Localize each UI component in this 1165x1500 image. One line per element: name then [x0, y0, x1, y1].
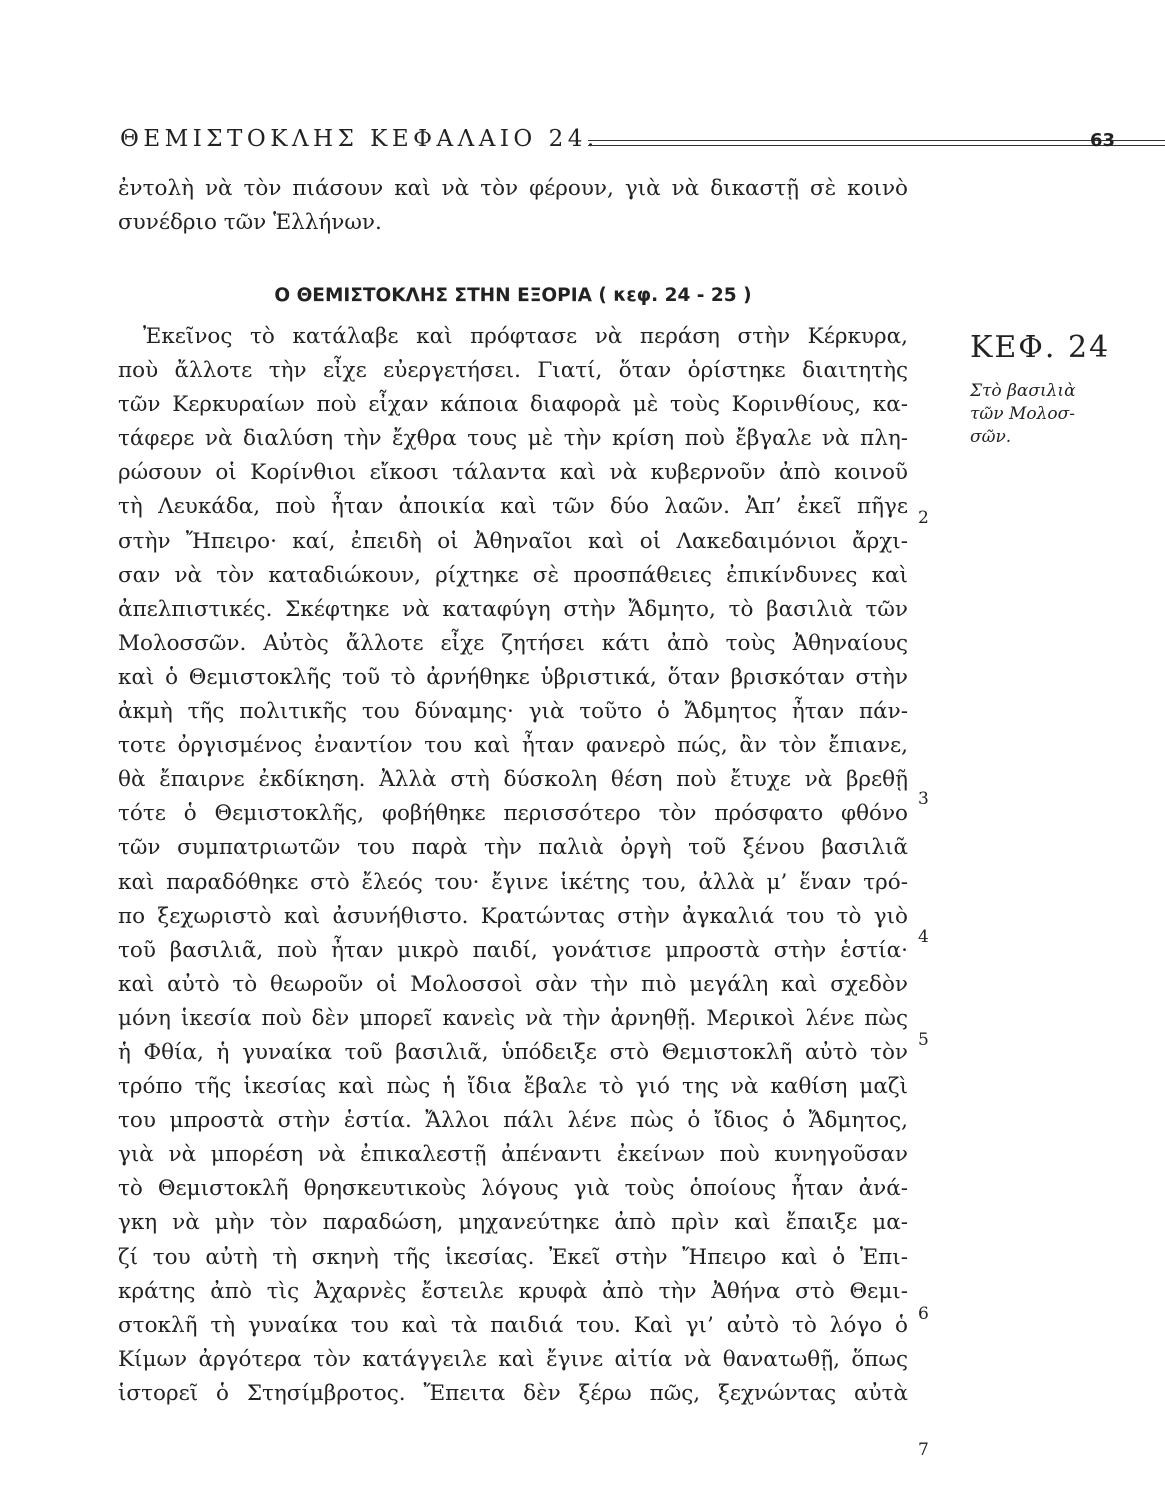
text-line: τῶν Κερκυραίων ποὺ εἶχαν κάποια διαφορὰ μὲ τοὺς Κορινθίους, κα-	[118, 392, 908, 418]
text-line: καὶ ὁ Θεμιστοκλῆς τοῦ τὸ ἀρνήθηκε ὑβριστικά, ὅταν βρισκόταν στὴν	[118, 664, 908, 690]
text-line: ἀπελπιστικές. Σκέφτηκε νὰ καταφύγη στὴν Ἄδμητο, τὸ βασιλιὰ τῶν	[118, 596, 908, 622]
text-line: τὴ Λευκάδα, ποὺ ἦταν ἀποικία καὶ τῶν δύο λαῶν. Ἀπ’ ἐκεῖ πῆγε	[118, 494, 908, 520]
text-line: πο ξεχωριστὸ καὶ ἀσυνήθιστο. Κρατώντας στὴν ἀγκαλιά του τὸ γιὸ	[118, 903, 908, 929]
text-line: καὶ αὐτὸ τὸ θεωροῦν οἱ Μολοσσοὶ σὰν τὴν πιὸ μεγάλη καὶ σχεδὸν	[118, 971, 908, 997]
margin-section-number: 4	[918, 927, 929, 947]
text-line: τοτε ὀργισμένος ἐναντίον του καὶ ἦταν φανερὸ πώς, ἂν τὸν ἔπιανε,	[118, 733, 908, 759]
text-line: θὰ ἔπαιρνε ἐκδίκηση. Ἀλλὰ στὴ δύσκολη θέση ποὺ ἔτυχε νὰ βρεθῇ	[118, 767, 908, 793]
intro-paragraph	[118, 172, 908, 240]
side-note-line: τῶν Μολοσ-	[970, 404, 1076, 424]
text-line: στοκλῆ τὴ γυναίκα του καὶ τὰ παιδιά του. Καὶ γι’ αὐτὸ τὸ λόγο ὁ	[118, 1312, 908, 1338]
margin-section-number: 7	[918, 1440, 929, 1460]
side-note-line: Στὸ βασιλιὰ	[970, 381, 1076, 401]
margin-section-number: 5	[918, 1030, 929, 1050]
text-line: στὴν Ἤπειρο· καί, ἐπειδὴ οἱ Ἀθηναῖοι καὶ οἱ Λακεδαιμόνιοι ἄρχι-	[118, 528, 908, 554]
text-line: Μολοσσῶν. Αὐτὸς ἄλλοτε εἶχε ζητήσει κάτι ἀπὸ τοὺς Ἀθηναίους	[118, 630, 908, 656]
text-line: ποὺ ἄλλοτε τὴν εἶχε εὐεργετήσει. Γιατί, ὅταν ὁρίστηκε διαιτητὴς	[118, 358, 908, 384]
text-line: μόνη ἱκεσία ποὺ δὲν μπορεῖ κανεὶς νὰ τὴν ἀρνηθῇ. Μερικοὶ λένε πὼς	[118, 1005, 908, 1031]
text-line: γκη νὰ μὴν τὸν παραδώση, μηχανεύτηκε ἀπὸ πρὶν καὶ ἔπαιξε μα-	[118, 1210, 908, 1236]
text-line: καὶ παραδόθηκε στὸ ἔλεός του· ἔγινε ἱκέτης του, ἀλλὰ μ’ ἕναν τρό-	[118, 869, 908, 895]
text-line: τὸ Θεμιστοκλῆ θρησκευτικοὺς λόγους γιὰ τοὺς ὁποίους ἦταν ἀνά-	[118, 1176, 908, 1202]
margin-section-number: 3	[918, 789, 929, 809]
text-line: ἱστορεῖ ὁ Στησίμβροτος. Ἔπειτα δὲν ξέρω πῶς, ξεχνώντας αὐτὰ	[118, 1380, 908, 1406]
header-rule	[588, 140, 1165, 141]
section-title: Ο ΘΕΜΙΣΤΟΚΛΗΣ ΣΤΗΝ ΕΞΟΡΙΑ ( κεφ. 24 - 25 )	[274, 285, 752, 306]
text-line: τῶν συμπατριωτῶν του παρὰ τὴν παλιὰ ὀργὴ τοῦ ξένου βασιλιᾶ	[118, 835, 908, 861]
running-header	[120, 126, 1115, 160]
side-note	[970, 380, 1110, 449]
text-line: γιὰ νὰ μπορέση νὰ ἐπικαλεστῇ ἀπέναντι ἐκείνων ποὺ κυνηγοῦσαν	[118, 1142, 908, 1168]
main-paragraph	[118, 320, 908, 1411]
side-chapter-label: ΚΕΦ. 24	[970, 330, 1111, 365]
header-rule	[588, 145, 1165, 146]
margin-section-number: 6	[918, 1304, 929, 1324]
text-line: Κίμων ἀργότερα τὸν κατάγγειλε καὶ ἔγινε αἰτία νὰ θανατωθῇ, ὅπως	[118, 1346, 908, 1372]
margin-section-number: 2	[918, 508, 929, 528]
text-line: τρόπο τῆς ἱκεσίας καὶ πὼς ἡ ἴδια ἔβαλε τὸ γιό της νὰ καθίση μαζὶ	[118, 1074, 908, 1100]
text-line: συνέδριο τῶν Ἑλλήνων.	[118, 210, 382, 236]
text-line: τοῦ βασιλιᾶ, ποὺ ἦταν μικρὸ παιδί, γονάτισε μπροστὰ στὴν ἑστία·	[118, 937, 908, 963]
text-line: τάφερε νὰ διαλύση τὴν ἔχθρα τους μὲ τὴν κρίση ποὺ ἔβγαλε νὰ πλη-	[118, 426, 908, 452]
text-line: τότε ὁ Θεμιστοκλῆς, φοβήθηκε περισσότερο τὸν πρόσφατο φθόνο	[118, 801, 908, 827]
side-note-line: σῶν.	[970, 427, 1012, 447]
text-line: κράτης ἀπὸ τὶς Ἀχαρνὲς ἔστειλε κρυφὰ ἀπὸ τὴν Ἀθήνα στὸ Θεμι-	[118, 1278, 908, 1304]
text-line: ζί του αὐτὴ τὴ σκηνὴ τῆς ἱκεσίας. Ἐκεῖ στὴν Ἤπειρο καὶ ὁ Ἐπι-	[118, 1244, 908, 1270]
text-line: ρώσουν οἱ Κορίνθιοι εἴκοσι τάλαντα καὶ νὰ κυβερνοῦν ἀπὸ κοινοῦ	[118, 460, 908, 486]
text-line: ἀκμὴ τῆς πολιτικῆς του δύναμης· γιὰ τοῦτο ὁ Ἄδμητος ἦταν πάν-	[118, 699, 908, 725]
running-title: ΘΕΜΙΣΤΟΚΛΗΣ ΚΕΦΑΛΑΙΟ 24.	[120, 126, 599, 152]
text-line: σαν νὰ τὸν καταδιώκουν, ρίχτηκε σὲ προσπάθειες ἐπικίνδυνες καὶ	[118, 562, 908, 588]
text-line: Ἐκεῖνος τὸ κατάλαβε καὶ πρόφτασε νὰ περάση στὴν Κέρκυρα,	[143, 324, 908, 349]
text-line: ἐντολὴ νὰ τὸν πιάσουν καὶ νὰ τὸν φέρουν, γιὰ νὰ δικαστῇ σὲ κοινὸ	[118, 176, 908, 201]
text-line: του μπροστὰ στὴν ἑστία. Ἄλλοι πάλι λένε πὼς ὁ ἴδιος ὁ Ἄδμητος,	[118, 1108, 908, 1134]
text-line: ἡ Φθία, ἡ γυναίκα τοῦ βασιλιᾶ, ὑπόδειξε στὸ Θεμιστοκλῆ αὐτὸ τὸν	[118, 1039, 908, 1065]
page-number: 63	[1089, 130, 1115, 151]
